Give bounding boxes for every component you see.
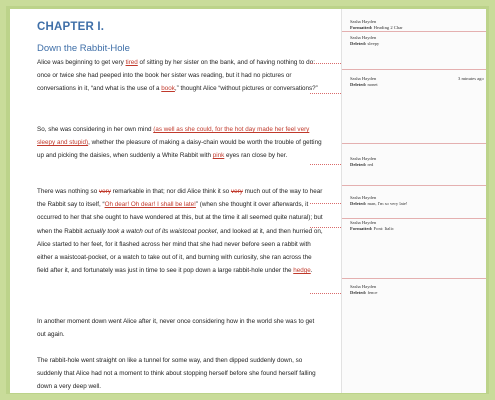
inserted-text: hedge	[293, 267, 311, 275]
change-connector	[310, 293, 341, 294]
body-text: , whether the pleasure of making a daisy-chain would be worth the trouble of getting up and picking the daisies, when suddenly a White Rabbit with	[37, 139, 322, 160]
inserted-text: book	[161, 85, 175, 93]
body-text: ,” thought Alice “without pictures or conversations?”	[174, 85, 318, 93]
body-text: So, she was considering in her own mind	[37, 126, 154, 133]
body-text: of sitting by her sister on the bank, and of having nothing to do: once or twice she had peeped into the book her sister was reading, but it had no pictures or conversations in it, “and what is the use of a	[37, 59, 315, 93]
chapter-heading: CHAPTER I.	[37, 21, 105, 33]
change-connector	[310, 93, 341, 94]
inserted-text: (as well as she could, for the hot day made her feel very sleepy and stupid)	[37, 126, 310, 147]
revision-note[interactable]: Sasha Hayden Deleted: red	[350, 156, 377, 167]
revision-note[interactable]: Sasha Hayden Formatted: Heading 2 Char	[350, 19, 403, 30]
section-heading: Down the Rabbit-Hole	[37, 43, 130, 54]
body-text: .	[310, 267, 313, 275]
deleted-text: very	[98, 188, 111, 195]
paragraph-1[interactable]	[37, 56, 323, 96]
revision-time: 3 minutes ago	[458, 76, 484, 81]
paragraph-5[interactable]	[37, 354, 323, 393]
body-text: There was nothing so	[37, 188, 99, 195]
change-connector	[310, 203, 341, 204]
paragraph-2[interactable]	[37, 123, 323, 163]
inserted-text: tired	[125, 59, 138, 66]
body-text: ” (when she thought it over afterwards, it occurred to her that she ought to have wondered at this, but at the time it all seemed quite natural); but when the Rabbit	[37, 201, 323, 235]
revision-note[interactable]: Sasha Hayden Formatted: Font: Italic	[350, 220, 394, 231]
body-text: In another moment down went Alice after it, never once considering how in the world she was to get out again.	[37, 318, 315, 339]
document-page	[10, 9, 486, 393]
inserted-text: pink	[212, 152, 225, 160]
change-connector	[310, 227, 341, 228]
revision-note[interactable]: Sasha Hayden Deleted: man, I'm so very late!	[350, 195, 408, 206]
revision-note[interactable]: Sasha Hayden Deleted: sleepy	[350, 35, 380, 46]
body-text: eyes ran close by her.	[224, 152, 288, 160]
body-text: remarkable in that; nor did Alice think it so	[110, 188, 231, 195]
inserted-text: Oh dear! Oh dear! I shall be late!	[104, 201, 196, 209]
body-text: Alice was beginning to get very	[37, 59, 126, 66]
revision-note[interactable]: Sasha Hayden Deleted: nonet	[350, 76, 378, 87]
body-text: , and looked at it, and then hurried on, Alice started to her feet, for it flashed across her mind that she had never before seen a rabbit with either a waistcoat-pocket, or a watch to take out of it, and burning with curiosity, she ran across the field after it, and fortunately was just in time to see it pop down a large rabbit-hole under the	[37, 227, 323, 275]
paragraph-3[interactable]	[37, 185, 323, 277]
body-text: The rabbit-hole went straight on like a tunnel for some way, and then dipped suddenly down, so suddenly that Alice had not a moment to think about stopping herself before she found herself falling down a very deep well.	[37, 357, 316, 391]
deleted-text: very	[230, 188, 243, 195]
change-connector	[310, 164, 341, 165]
paragraph-4[interactable]	[37, 315, 323, 341]
change-connector	[310, 63, 341, 64]
body-text: much out of the way to hear the Rabbit say to itself, “	[37, 188, 323, 209]
revision-note[interactable]: Sasha Hayden Deleted: fence	[350, 284, 378, 295]
body-text: actually took a watch out of its waistcoat pocket	[84, 227, 217, 235]
